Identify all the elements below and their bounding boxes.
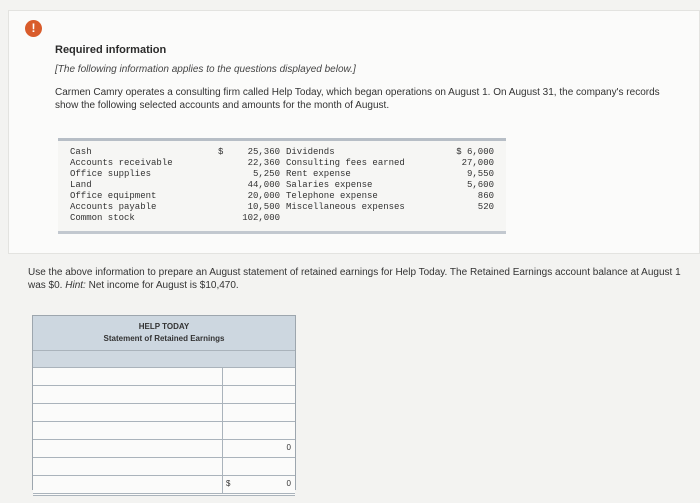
account-amount: 20,000 bbox=[247, 191, 280, 201]
left-account-amounts bbox=[234, 147, 280, 224]
worksheet-row bbox=[33, 368, 295, 386]
account-amount: 22,360 bbox=[247, 158, 280, 168]
account-amount: 520 bbox=[477, 202, 494, 212]
account-name: Office equipment bbox=[70, 191, 157, 201]
row-label-input[interactable] bbox=[33, 404, 223, 421]
subtotal-value: 0 bbox=[286, 443, 291, 452]
alert-icon: ! bbox=[25, 20, 42, 37]
intro-paragraph: Carmen Camry operates a consulting firm called Help Today, which began operations on August 1. On August 31, the company's records show the following selected accounts and amounts for the month of August. bbox=[55, 87, 660, 111]
account-amount: 5,600 bbox=[466, 180, 494, 190]
accounts-table bbox=[58, 138, 506, 234]
account-name: Rent expense bbox=[286, 169, 351, 179]
account-amount: 27,000 bbox=[461, 158, 494, 168]
row-amount-input[interactable] bbox=[223, 458, 295, 475]
account-amount: 9,550 bbox=[466, 169, 494, 179]
row-amount-input[interactable] bbox=[223, 404, 295, 421]
left-account-names bbox=[70, 147, 173, 224]
row-label-input[interactable] bbox=[33, 368, 223, 385]
account-name: Miscellaneous expenses bbox=[286, 202, 405, 212]
row-label-input[interactable] bbox=[33, 458, 223, 475]
account-amount: 5,250 bbox=[252, 169, 280, 179]
account-name: Dividends bbox=[286, 147, 335, 157]
row-amount-input[interactable] bbox=[223, 386, 295, 403]
account-name: Office supplies bbox=[70, 169, 152, 179]
question-body: Use the above information to prepare an August statement of retained earnings for Help Today. The Retained Earnings account balance at August 1 was $0. bbox=[28, 267, 681, 291]
question-text bbox=[28, 266, 693, 292]
row-amount-input[interactable] bbox=[223, 422, 295, 439]
required-info-title: Required information bbox=[55, 44, 167, 56]
account-name: Accounts receivable bbox=[70, 158, 173, 168]
hint-text: Net income for August is $10,470. bbox=[85, 280, 239, 291]
worksheet-company: HELP TODAY bbox=[138, 322, 190, 331]
hint-label: Hint: bbox=[65, 280, 86, 291]
account-name: Common stock bbox=[70, 213, 135, 223]
account-name: Cash bbox=[70, 147, 92, 157]
account-name: Accounts payable bbox=[70, 202, 157, 212]
row-label-input[interactable] bbox=[33, 476, 223, 493]
worksheet-statement-title: Statement of Retained Earnings bbox=[103, 334, 225, 343]
subtotal-amount bbox=[223, 440, 295, 457]
account-name: Telephone expense bbox=[286, 191, 378, 201]
worksheet-subtotal-row bbox=[33, 440, 295, 458]
right-account-amounts bbox=[446, 147, 494, 213]
retained-earnings-worksheet bbox=[32, 315, 296, 490]
worksheet-header bbox=[33, 316, 295, 351]
row-label-input[interactable] bbox=[33, 440, 223, 457]
account-amount: 10,500 bbox=[247, 202, 280, 212]
account-name: Consulting fees earned bbox=[286, 158, 405, 168]
required-info-note: [The following information applies to the questions displayed below.] bbox=[55, 64, 356, 75]
row-label-input[interactable] bbox=[33, 386, 223, 403]
worksheet-row bbox=[33, 422, 295, 440]
total-dollar-sign: $ bbox=[226, 479, 231, 488]
worksheet-row bbox=[33, 404, 295, 422]
worksheet-date-row[interactable] bbox=[33, 351, 295, 368]
worksheet-row bbox=[33, 458, 295, 476]
row-label-input[interactable] bbox=[33, 422, 223, 439]
dollar-sign-text: $ bbox=[218, 147, 224, 157]
account-amount: $ 6,000 bbox=[456, 147, 494, 157]
total-amount bbox=[223, 476, 295, 493]
row-amount-input[interactable] bbox=[223, 368, 295, 385]
account-amount: 860 bbox=[477, 191, 494, 201]
total-value: 0 bbox=[286, 479, 291, 488]
account-amount: 102,000 bbox=[242, 213, 280, 223]
worksheet-total-row bbox=[33, 476, 295, 496]
dollar-sign bbox=[218, 147, 223, 158]
account-name: Salaries expense bbox=[286, 180, 373, 190]
account-name: Land bbox=[70, 180, 92, 190]
right-account-names bbox=[286, 147, 405, 213]
account-amount: 25,360 bbox=[247, 147, 280, 157]
account-amount: 44,000 bbox=[247, 180, 280, 190]
worksheet-row bbox=[33, 386, 295, 404]
